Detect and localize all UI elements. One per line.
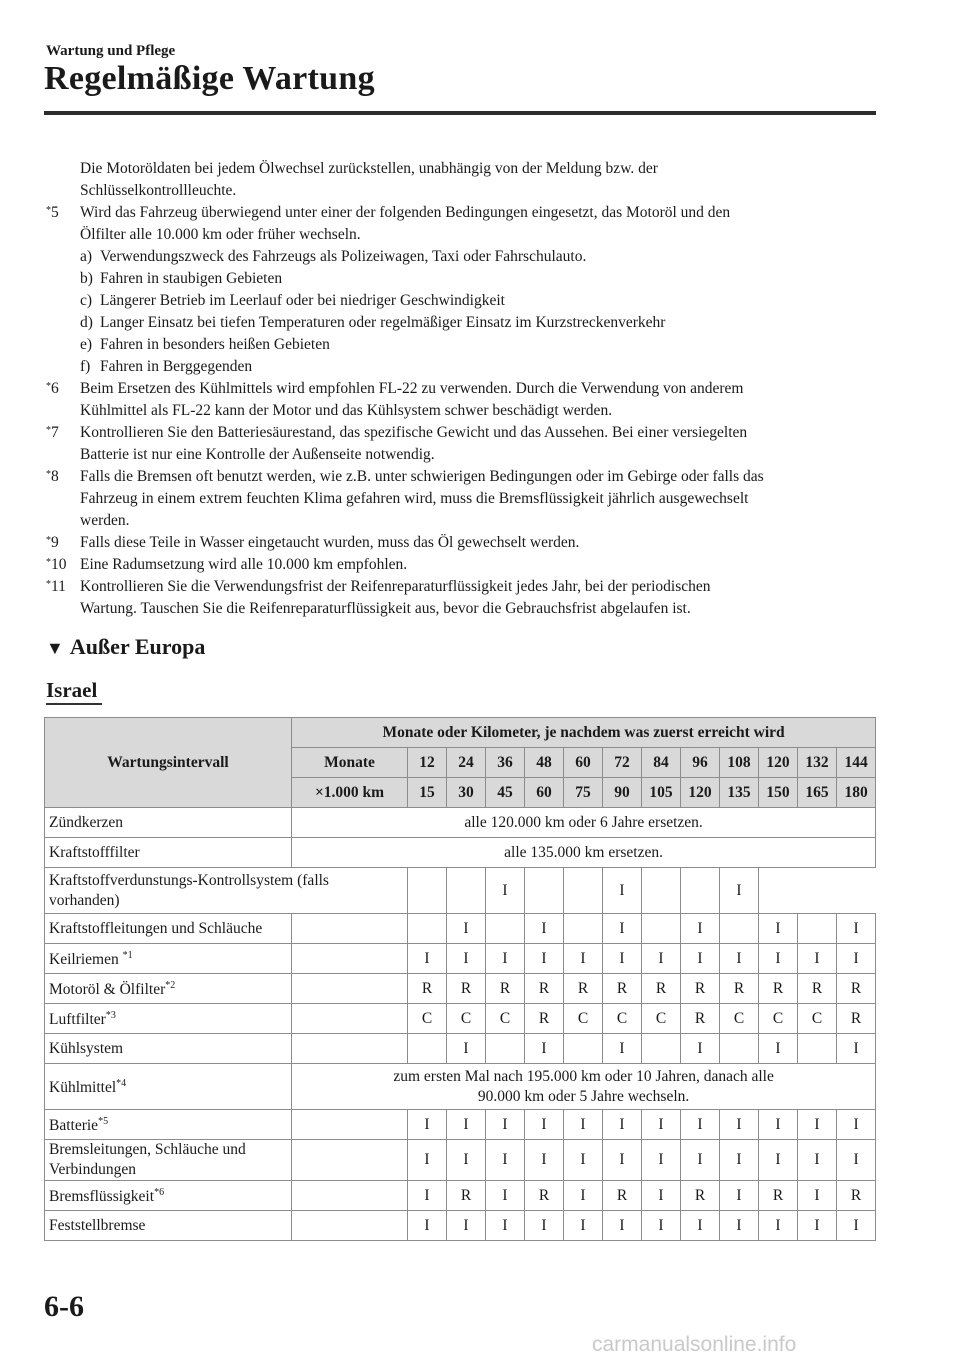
schedule-cell: I	[759, 944, 798, 974]
schedule-cell: I	[642, 944, 681, 974]
schedule-cell: I	[486, 1110, 525, 1140]
month-header: 108	[720, 748, 759, 778]
schedule-cell	[720, 1034, 759, 1064]
schedule-cell: R	[603, 1181, 642, 1211]
schedule-cell: I	[525, 1034, 564, 1064]
schedule-cell: I	[837, 1140, 876, 1181]
subitem-letter: a)	[80, 248, 93, 265]
item-line: vorhanden)	[49, 891, 120, 909]
table-row	[45, 914, 876, 944]
schedule-cell: I	[525, 1110, 564, 1140]
schedule-cell: I	[564, 1110, 603, 1140]
blank-cell	[292, 1034, 408, 1064]
item-cell	[45, 974, 292, 1004]
footnote-asterisk: *	[46, 381, 51, 392]
schedule-cell: I	[681, 914, 720, 944]
schedule-cell	[564, 1034, 603, 1064]
item-footnote-ref: *2	[165, 980, 176, 992]
item-label: Feststellbremse	[49, 1216, 146, 1234]
km-header: 180	[837, 778, 876, 808]
schedule-cell: I	[759, 914, 798, 944]
item-label: Zündkerzen	[49, 813, 124, 831]
schedule-cell: I	[525, 1140, 564, 1181]
item-label: Bremsleitungen, Schläuche und Verbindungen	[49, 1141, 246, 1178]
schedule-cell: I	[603, 914, 642, 944]
schedule-cell: I	[603, 1110, 642, 1140]
schedule-cell: I	[564, 944, 603, 974]
item-cell	[45, 1004, 292, 1034]
subitem-letter: d)	[80, 314, 93, 331]
footnote-line: Ölfilter alle 10.000 km oder früher wechseln.	[80, 226, 361, 243]
item-cell	[45, 808, 292, 838]
footnote-6	[46, 378, 872, 422]
footnote-line: Falls die Bremsen oft benutzt werden, wie z.B. unter schwierigen Bedingungen oder im Gebirge oder falls das	[80, 468, 764, 485]
km-header: 30	[447, 778, 486, 808]
item-cell	[45, 914, 292, 944]
item-label: Kraftstofffilter	[49, 843, 140, 861]
schedule-cell: I	[720, 868, 759, 914]
schedule-cell: I	[759, 1211, 798, 1241]
table-row	[45, 868, 876, 914]
item-footnote-ref: *3	[105, 1010, 116, 1022]
km-header: 120	[681, 778, 720, 808]
schedule-cell: I	[603, 944, 642, 974]
schedule-cell	[408, 868, 447, 914]
watermark: carmanualsonline.info	[592, 1333, 797, 1356]
schedule-cell: I	[720, 1181, 759, 1211]
schedule-cell: I	[681, 944, 720, 974]
schedule-cell: I	[837, 1211, 876, 1241]
table-row	[45, 1140, 876, 1181]
schedule-cell: I	[681, 1140, 720, 1181]
footnote-marker	[46, 554, 67, 576]
month-header: 36	[486, 748, 525, 778]
schedule-cell: I	[486, 1140, 525, 1181]
schedule-cell: I	[603, 1140, 642, 1181]
schedule-cell: I	[642, 1110, 681, 1140]
schedule-cell	[408, 914, 447, 944]
month-header: 84	[642, 748, 681, 778]
subitem-text: Längerer Betrieb im Leerlauf oder bei niedriger Geschwindigkeit	[100, 292, 505, 309]
item-label: Motoröl & Ölfilter	[49, 981, 166, 999]
schedule-cell: C	[564, 1004, 603, 1034]
footnotes	[46, 158, 872, 620]
group-header: Monate oder Kilometer, je nachdem was zuerst erreicht wird	[292, 718, 876, 748]
title-divider	[44, 111, 876, 115]
footnote-number: 6	[51, 380, 59, 397]
footnote-number: 10	[51, 556, 67, 573]
schedule-cell: R	[642, 974, 681, 1004]
schedule-cell: R	[798, 974, 837, 1004]
item-footnote-ref: *1	[122, 950, 133, 962]
km-header: 165	[798, 778, 837, 808]
item-label: Keilriemen	[49, 951, 123, 969]
subitem-text: Verwendungszweck des Fahrzeugs als Polizeiwagen, Taxi oder Fahrschulauto.	[100, 248, 587, 265]
schedule-cell: I	[603, 1211, 642, 1241]
footnote-7	[46, 422, 872, 466]
km-header: 75	[564, 778, 603, 808]
footnote-line: Kontrollieren Sie den Batteriesäurestand, das spezifische Gewicht und das Aussehen. Bei einer versiegelten	[80, 424, 748, 441]
item-cell	[45, 1034, 292, 1064]
footnote-asterisk: *	[46, 579, 51, 590]
schedule-cell: R	[408, 974, 447, 1004]
km-header: 105	[642, 778, 681, 808]
table-row	[45, 1181, 876, 1211]
item-cell	[45, 1110, 292, 1140]
item-label: Luftfilter	[49, 1011, 106, 1029]
footnote-number: 8	[51, 468, 59, 485]
table-row	[45, 1004, 876, 1034]
schedule-cell: I	[486, 1181, 525, 1211]
schedule-cell	[486, 914, 525, 944]
footnote-11	[46, 576, 872, 620]
schedule-cell	[642, 1034, 681, 1064]
footnote-10	[46, 554, 872, 576]
schedule-cell: I	[564, 1181, 603, 1211]
km-header: 45	[486, 778, 525, 808]
interval-text-line: 90.000 km oder 5 Jahre wechseln.	[477, 1087, 690, 1105]
schedule-cell: I	[720, 1211, 759, 1241]
schedule-cell: R	[720, 974, 759, 1004]
month-header: 72	[603, 748, 642, 778]
footnote-line: werden.	[80, 512, 130, 529]
schedule-cell: I	[525, 1211, 564, 1241]
footnote-number: 7	[51, 424, 59, 441]
schedule-cell	[525, 868, 564, 914]
schedule-cell: I	[408, 1140, 447, 1181]
interval-header: Wartungsintervall	[45, 718, 292, 808]
schedule-cell: I	[837, 1034, 876, 1064]
section-heading-ausser-europa	[46, 634, 205, 660]
subitem-letter: b)	[80, 270, 93, 287]
schedule-cell	[564, 914, 603, 944]
footnote-subitem	[80, 356, 872, 378]
schedule-cell: R	[681, 1004, 720, 1034]
schedule-cell: I	[525, 944, 564, 974]
table-row	[45, 944, 876, 974]
item-line: Kraftstoffverdunstungs-Kontrollsystem (falls	[49, 871, 329, 889]
schedule-cell: I	[681, 1110, 720, 1140]
item-cell	[45, 838, 292, 868]
footnote-asterisk: *	[46, 425, 51, 436]
schedule-cell: R	[525, 1181, 564, 1211]
km-header: 60	[525, 778, 564, 808]
schedule-cell: R	[759, 1181, 798, 1211]
footnote-asterisk: *	[46, 535, 51, 546]
footnote-line: Kühlmittel als FL-22 kann der Motor und das Kühlsystem schwer beschädigt werden.	[80, 402, 613, 419]
blank-cell	[292, 1211, 408, 1241]
item-label: Kühlmittel	[49, 1079, 117, 1097]
schedule-cell: C	[642, 1004, 681, 1034]
footnote-asterisk: *	[46, 205, 51, 216]
schedule-cell: R	[837, 974, 876, 1004]
schedule-cell: R	[681, 1181, 720, 1211]
footnote-marker	[46, 576, 66, 598]
month-header: 132	[798, 748, 837, 778]
blank-cell	[292, 1110, 408, 1140]
footnote-line: Kontrollieren Sie die Verwendungsfrist der Reifenreparaturflüssigkeit jedes Jahr, bei der periodischen	[80, 578, 711, 595]
schedule-cell: C	[798, 1004, 837, 1034]
blank-cell	[292, 944, 408, 974]
footnote-line: Beim Ersetzen des Kühlmittels wird empfohlen FL-22 zu verwenden. Durch die Verwendung von anderem	[80, 380, 744, 397]
schedule-cell: I	[564, 1140, 603, 1181]
month-header: 60	[564, 748, 603, 778]
footnote-subitem	[80, 290, 872, 312]
month-header: 144	[837, 748, 876, 778]
item-label: Batterie	[49, 1117, 99, 1135]
blank-cell	[292, 1140, 408, 1181]
table-row	[45, 808, 876, 838]
subitem-letter: c)	[80, 292, 93, 309]
page-title: Regelmäßige Wartung	[44, 60, 375, 97]
schedule-cell: R	[525, 1004, 564, 1034]
schedule-cell: I	[759, 1110, 798, 1140]
subitem-text: Fahren in Berggegenden	[100, 358, 253, 375]
schedule-cell: I	[447, 1034, 486, 1064]
table-row	[45, 1211, 876, 1241]
section-label: Wartung und Pflege	[46, 43, 176, 59]
subitem-text: Fahren in staubigen Gebieten	[100, 270, 283, 287]
footnote-asterisk: *	[46, 469, 51, 480]
note-list	[46, 202, 872, 620]
schedule-cell: I	[642, 1211, 681, 1241]
footnote-number: 11	[51, 578, 66, 595]
footnote-line: Eine Radumsetzung wird alle 10.000 km empfohlen.	[80, 556, 408, 573]
interval-text-line: zum ersten Mal nach 195.000 km oder 10 Jahren, danach alle	[393, 1067, 774, 1085]
item-cell	[45, 868, 408, 914]
maintenance-schedule-table	[44, 717, 876, 1241]
schedule-cell: I	[681, 1211, 720, 1241]
schedule-cell: I	[447, 1211, 486, 1241]
table-row	[45, 838, 876, 868]
schedule-cell: R	[447, 974, 486, 1004]
month-header: 48	[525, 748, 564, 778]
footnote-marker	[46, 202, 59, 224]
item-footnote-ref: *6	[154, 1187, 165, 1199]
footnote-5	[46, 202, 872, 378]
schedule-cell: R	[447, 1181, 486, 1211]
schedule-cell: R	[837, 1004, 876, 1034]
interval-text-line: alle 120.000 km oder 6 Jahre ersetzen.	[464, 813, 703, 831]
schedule-cell: I	[642, 1140, 681, 1181]
note-line: Die Motoröldaten bei jedem Ölwechsel zurückstellen, unabhängig von der Meldung bzw. der	[80, 160, 658, 177]
schedule-cell: I	[720, 1140, 759, 1181]
schedule-cell: I	[564, 1211, 603, 1241]
schedule-cell: R	[603, 974, 642, 1004]
item-cell	[45, 1140, 292, 1181]
item-cell	[45, 1211, 292, 1241]
schedule-cell: I	[720, 944, 759, 974]
subitem-letter: e)	[80, 336, 93, 353]
footnote-subitem	[80, 334, 872, 356]
item-cell	[45, 1064, 292, 1110]
schedule-cell: I	[798, 1110, 837, 1140]
schedule-cell: R	[486, 974, 525, 1004]
schedule-cell: I	[837, 914, 876, 944]
item-label: Kraftstoffleitungen und Schläuche	[49, 919, 263, 937]
months-label: Monate	[292, 748, 408, 778]
item-label: Kühlsystem	[49, 1039, 124, 1057]
table-row	[45, 1034, 876, 1064]
schedule-cell	[798, 914, 837, 944]
footnote-line: Wartung. Tauschen Sie die Reifenreparaturflüssigkeit aus, bevor die Gebrauchsfrist abgelaufen ist.	[80, 600, 691, 617]
schedule-cell	[564, 868, 603, 914]
footnote-number: 9	[51, 534, 59, 551]
interval-text-line: alle 135.000 km ersetzen.	[504, 843, 663, 861]
item-footnote-ref: *5	[98, 1116, 109, 1128]
schedule-cell: I	[603, 868, 642, 914]
interval-text-cell	[292, 808, 876, 838]
blank-cell	[292, 914, 408, 944]
schedule-cell: I	[447, 1110, 486, 1140]
footnote-line: Falls diese Teile in Wasser eingetaucht wurden, muss das Öl gewechselt werden.	[80, 534, 580, 551]
subheading-underline	[46, 703, 102, 705]
interval-text-cell	[292, 838, 876, 868]
schedule-cell: I	[798, 944, 837, 974]
schedule-cell: I	[447, 914, 486, 944]
footnote-line: Batterie ist nur eine Kontrolle der Außenseite notwendig.	[80, 446, 435, 463]
subitem-text: Fahren in besonders heißen Gebieten	[100, 336, 330, 353]
table-row	[45, 1110, 876, 1140]
footnote-line: Fahrzeug in einem extrem feuchten Klima gefahren wird, muss die Bremsflüssigkeit jährlich ausgewechselt	[80, 490, 749, 507]
schedule-cell: C	[447, 1004, 486, 1034]
schedule-cell: C	[603, 1004, 642, 1034]
schedule-cell	[798, 1034, 837, 1064]
footnote-marker	[46, 466, 59, 488]
schedule-cell: I	[408, 1181, 447, 1211]
schedule-cell: I	[681, 1034, 720, 1064]
schedule-cell: C	[759, 1004, 798, 1034]
month-header: 24	[447, 748, 486, 778]
table-row	[45, 1064, 876, 1110]
item-footnote-ref: *4	[116, 1078, 127, 1090]
section-heading-text: Außer Europa	[69, 634, 206, 659]
footnote-marker	[46, 378, 59, 400]
km-header: 150	[759, 778, 798, 808]
schedule-cell: I	[798, 1181, 837, 1211]
schedule-cell: R	[837, 1181, 876, 1211]
schedule-cell: C	[408, 1004, 447, 1034]
footnote-subitem	[80, 268, 872, 290]
month-header: 96	[681, 748, 720, 778]
footnote-marker	[46, 422, 59, 444]
schedule-cell	[642, 868, 681, 914]
interval-text-cell	[292, 1064, 876, 1110]
km-header: 135	[720, 778, 759, 808]
schedule-cell: I	[447, 1140, 486, 1181]
subheading-israel: Israel	[46, 678, 98, 702]
month-header: 120	[759, 748, 798, 778]
blank-cell	[292, 1004, 408, 1034]
schedule-cell: I	[837, 1110, 876, 1140]
page-number: 6-6	[44, 1290, 84, 1323]
note-continuation	[46, 158, 872, 202]
schedule-cell: I	[486, 868, 525, 914]
schedule-cell	[642, 914, 681, 944]
footnote-number: 5	[51, 204, 59, 221]
subitem-letter: f)	[80, 358, 91, 375]
schedule-cell: I	[759, 1140, 798, 1181]
schedule-cell: R	[525, 974, 564, 1004]
item-cell	[45, 1181, 292, 1211]
schedule-cell	[720, 914, 759, 944]
schedule-cell: R	[564, 974, 603, 1004]
schedule-cell: I	[798, 1211, 837, 1241]
footnote-line: Wird das Fahrzeug überwiegend unter einer der folgenden Bedingungen eingesetzt, das Motoröl und den	[80, 204, 731, 221]
km-label: ×1.000 km	[292, 778, 408, 808]
table-row	[45, 974, 876, 1004]
schedule-cell: C	[720, 1004, 759, 1034]
footnote-asterisk: *	[46, 557, 51, 568]
note-line: Schlüsselkontrollleuchte.	[80, 182, 237, 199]
footnote-8	[46, 466, 872, 532]
schedule-cell: I	[486, 1211, 525, 1241]
footnote-subitem	[80, 312, 872, 334]
km-header: 90	[603, 778, 642, 808]
km-header: 15	[408, 778, 447, 808]
schedule-cell: R	[759, 974, 798, 1004]
schedule-cell	[408, 1034, 447, 1064]
schedule-cell: I	[603, 1034, 642, 1064]
footnote-subitem	[80, 246, 872, 268]
schedule-cell: I	[759, 1034, 798, 1064]
schedule-cell: I	[720, 1110, 759, 1140]
triangle-down-icon: ▼	[46, 638, 64, 658]
schedule-cell: I	[447, 944, 486, 974]
schedule-cell: I	[408, 1211, 447, 1241]
schedule-cell: I	[408, 1110, 447, 1140]
blank-cell	[292, 974, 408, 1004]
month-header: 12	[408, 748, 447, 778]
subitem-text: Langer Einsatz bei tiefen Temperaturen oder regelmäßiger Einsatz im Kurzstreckenverkehr	[100, 314, 666, 331]
item-cell	[45, 944, 292, 974]
item-label: Bremsflüssigkeit	[49, 1188, 155, 1206]
footnote-marker	[46, 532, 59, 554]
schedule-cell	[681, 868, 720, 914]
schedule-cell	[486, 1034, 525, 1064]
footnote-9	[46, 532, 872, 554]
schedule-cell: I	[837, 944, 876, 974]
schedule-cell: I	[486, 944, 525, 974]
schedule-cell	[447, 868, 486, 914]
schedule-cell: R	[681, 974, 720, 1004]
schedule-cell: C	[486, 1004, 525, 1034]
schedule-cell: I	[798, 1140, 837, 1181]
blank-cell	[292, 1181, 408, 1211]
schedule-cell: I	[642, 1181, 681, 1211]
schedule-cell: I	[408, 944, 447, 974]
schedule-cell: I	[525, 914, 564, 944]
